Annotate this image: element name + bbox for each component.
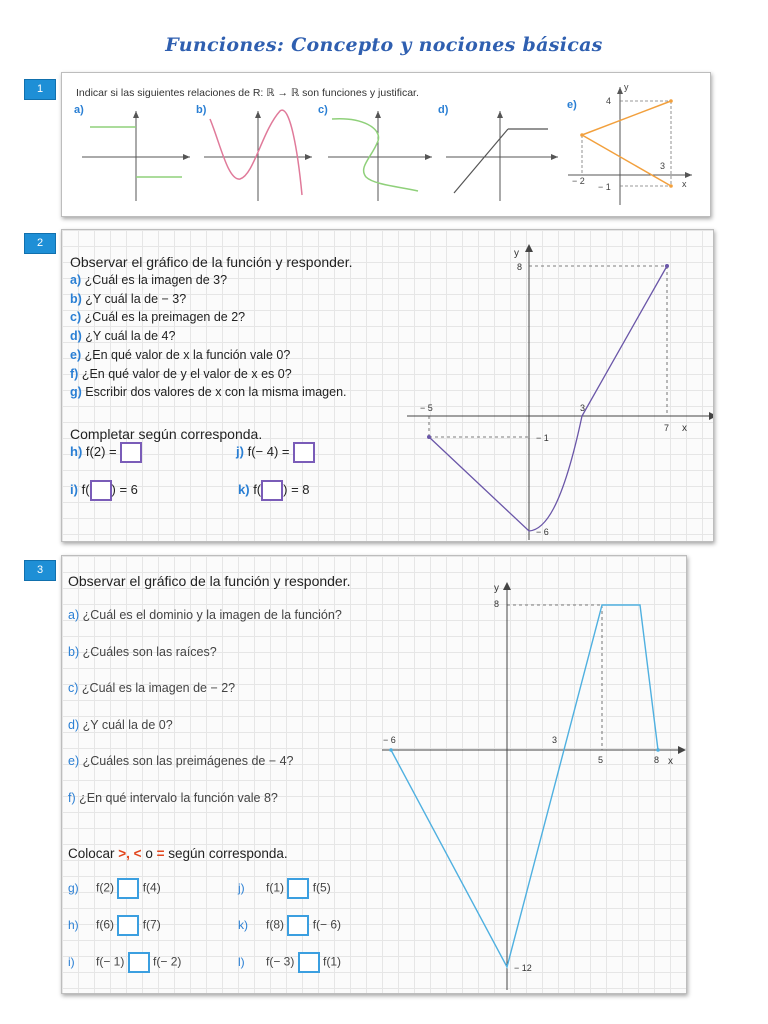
svg-text:x: x: [682, 179, 687, 189]
exercise-2-graph: [62, 230, 713, 541]
graph-e: [568, 82, 692, 205]
exercise-2-heading: Observar el gráfico de la función y responder.: [70, 254, 353, 270]
comparison-item: g) f(2) f(4): [68, 878, 161, 899]
question-item: g) Escribir dos valores de x con la misma imagen.: [70, 385, 347, 400]
item-h: h) f(2) =: [70, 442, 142, 463]
y-axis-label: y: [514, 248, 519, 259]
exercise-number-badge: 1: [24, 79, 56, 100]
graph-d: [446, 111, 558, 201]
graph-d-label: d): [438, 104, 449, 116]
comparison-item: h) f(6) f(7): [68, 915, 161, 936]
tick-ym1: − 1: [536, 433, 549, 443]
svg-text:− 1: − 1: [598, 182, 611, 192]
question-item: d) ¿Y cuál la de 4?: [70, 329, 176, 344]
function-curve: [391, 605, 658, 967]
compare-instruction: Colocar >, < o = según corresponda.: [68, 846, 288, 861]
svg-text:− 2: − 2: [572, 176, 585, 186]
exercise-1-graphs: [62, 73, 710, 216]
item-k: k) f( ) = 8: [238, 480, 310, 501]
question-item: f) ¿En qué valor de y el valor de x es 0?: [70, 366, 292, 381]
exercise-3-heading: Observar el gráfico de la función y responder.: [68, 573, 351, 589]
x-axis-label: x: [682, 423, 687, 434]
exercise-3-card: [61, 555, 687, 994]
question-item: b) ¿Cuáles son las raíces?: [68, 644, 217, 659]
graph-a-label: a): [74, 104, 84, 116]
exercise-number-badge: 2: [24, 233, 56, 254]
curve-start-point: [427, 435, 431, 439]
svg-text:y: y: [624, 82, 629, 92]
graph-c-label: c): [318, 104, 328, 116]
page-title: Funciones: Concepto y nociones básicas: [165, 34, 603, 56]
tick-x3: 3: [580, 403, 586, 413]
svg-text:3: 3: [660, 161, 666, 171]
curve-end-point: [665, 264, 669, 268]
comparison-item: i) f(− 1) f(− 2): [68, 952, 181, 973]
comparison-item: j) f(1) f(5): [238, 878, 331, 899]
question-item: b) ¿Y cuál la de − 3?: [70, 291, 187, 306]
item-i: i) f( ) = 6: [70, 480, 138, 501]
exercise-2-card: [61, 229, 714, 542]
question-item: e) ¿Cuáles son las preimágenes de − 4?: [68, 754, 294, 768]
comparison-item: k) f(8) f(− 6): [238, 915, 341, 936]
tick-x3: 3: [552, 735, 558, 745]
tick-xm6: − 6: [383, 735, 396, 745]
question-item: c) ¿Cuál es la imagen de − 2?: [68, 681, 236, 695]
exercise-3-graph: [62, 556, 686, 993]
question-item: a) ¿Cuál es la imagen de 3?: [70, 273, 228, 287]
item-j: j) f(− 4) =: [236, 442, 315, 463]
question-item: f) ¿En qué intervalo la función vale 8?: [68, 790, 278, 805]
tick-x8: 8: [654, 755, 660, 765]
svg-text:4: 4: [606, 96, 612, 106]
exercise-1-instruction: Indicar si las siguientes relaciones de R: ℝ → ℝ son funciones y justificar.: [76, 87, 419, 99]
graph-b: [204, 110, 312, 201]
complete-heading: Completar según corresponda.: [70, 426, 263, 442]
question-item: c) ¿Cuál es la preimagen de 2?: [70, 310, 246, 325]
tick-x7: 7: [664, 423, 670, 433]
tick-y8: 8: [517, 262, 523, 272]
tick-y8: 8: [494, 599, 500, 609]
tick-xm5: − 5: [420, 403, 433, 413]
function-curve: [429, 266, 670, 531]
question-item: a) ¿Cuál es el dominio y la imagen de la función?: [68, 608, 342, 622]
graph-c: [328, 111, 432, 201]
graph-b-label: b): [196, 104, 207, 116]
tick-ym12: − 12: [514, 963, 532, 973]
question-item: e) ¿En qué valor de x la función vale 0?: [70, 347, 291, 362]
comparison-item: l) f(− 3) f(1): [238, 952, 341, 973]
graph-a: [82, 111, 190, 201]
tick-x5: 5: [598, 755, 604, 765]
graph-e-label: e): [567, 99, 577, 111]
tick-ym6: − 6: [536, 527, 549, 537]
exercise-number-badge: 3: [24, 560, 56, 581]
y-axis-label: y: [494, 583, 499, 594]
x-axis-label: x: [668, 756, 673, 767]
exercise-1-card: [61, 72, 711, 217]
question-item: d) ¿Y cuál la de 0?: [68, 717, 173, 732]
